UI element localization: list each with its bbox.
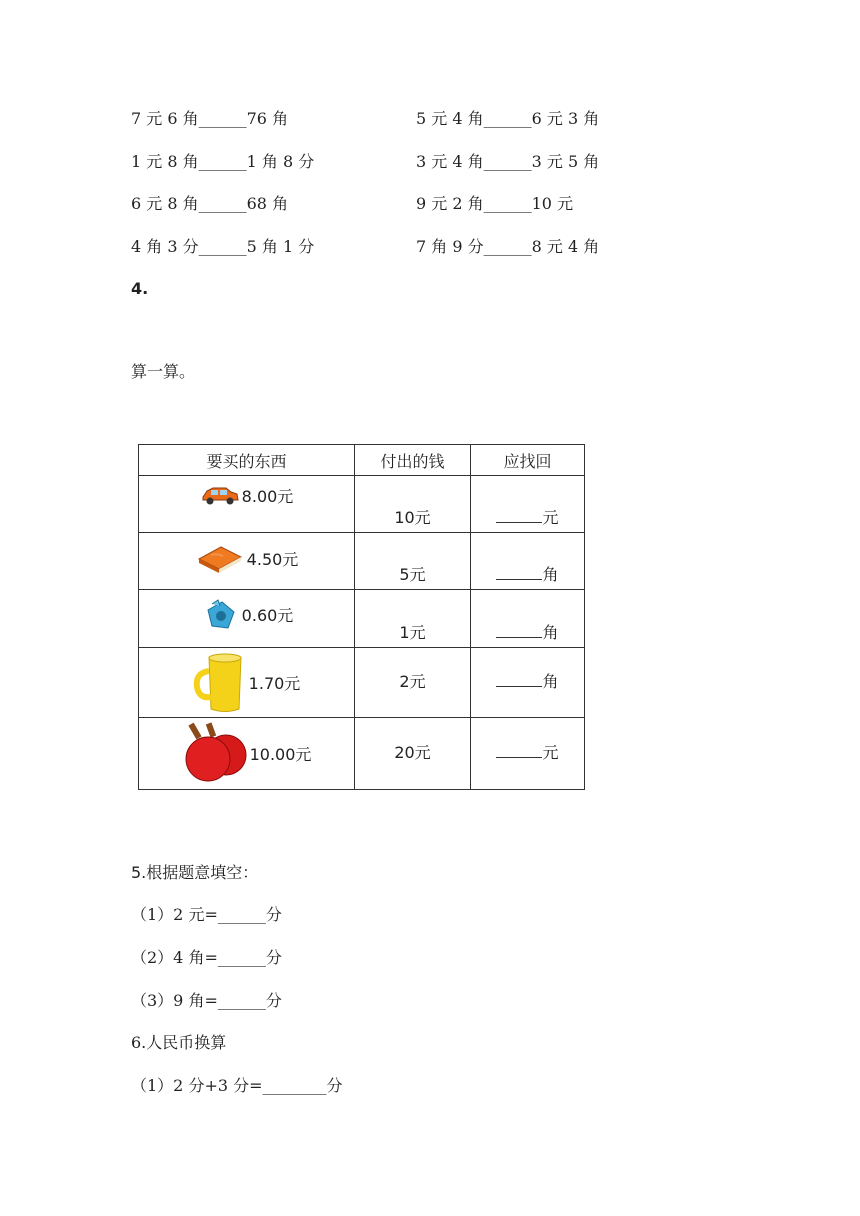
paid-cell: 2元 bbox=[355, 648, 471, 718]
change-unit: 角 bbox=[542, 623, 559, 642]
comparison-3-right: 9 元 2 角______10 元 bbox=[416, 194, 574, 213]
comparison-2-right: 3 元 4 角______3 元 5 角 bbox=[416, 152, 600, 171]
question-4-number: 4. bbox=[131, 279, 149, 298]
item-cell bbox=[139, 476, 355, 533]
change-unit: 角 bbox=[542, 672, 559, 691]
item-price: 1.70元 bbox=[248, 674, 301, 693]
comparison-4-left: 4 角 3 分______5 角 1 分 bbox=[131, 237, 315, 256]
toy-car-icon bbox=[200, 484, 240, 506]
header-paid: 付出的钱 bbox=[355, 445, 471, 476]
table-header-row bbox=[139, 445, 585, 476]
change-cell bbox=[471, 648, 585, 718]
question-6-item-1: （1）2 分+3 分=________分 bbox=[131, 1076, 343, 1095]
table-row bbox=[139, 476, 585, 533]
book-icon bbox=[195, 541, 245, 575]
comparison-3-left: 6 元 8 角______68 角 bbox=[131, 194, 289, 213]
change-cell bbox=[471, 533, 585, 590]
item-price: 8.00元 bbox=[241, 486, 294, 506]
question-5-item-3: （3）9 角=______分 bbox=[131, 991, 282, 1010]
table-row bbox=[139, 718, 585, 790]
change-unit: 元 bbox=[542, 743, 559, 762]
item-cell bbox=[139, 718, 355, 790]
item-cell bbox=[139, 648, 355, 718]
answer-blank[interactable] bbox=[496, 672, 542, 687]
question-6-title: 6.人民币换算 bbox=[131, 1033, 227, 1052]
table-row bbox=[139, 590, 585, 648]
question-5-item-2: （2）4 角=______分 bbox=[131, 948, 282, 967]
item-price: 10.00元 bbox=[249, 745, 312, 764]
change-cell bbox=[471, 718, 585, 790]
header-item: 要买的东西 bbox=[139, 445, 355, 476]
change-unit: 元 bbox=[542, 508, 559, 527]
question-5-item-1: （1）2 元=______分 bbox=[131, 905, 282, 924]
shopping-table bbox=[138, 444, 585, 790]
table-row bbox=[139, 533, 585, 590]
paid-cell: 1元 bbox=[355, 590, 471, 648]
question-4-instruction: 算一算。 bbox=[131, 362, 196, 381]
paid-cell: 5元 bbox=[355, 533, 471, 590]
mug-icon bbox=[193, 651, 247, 715]
item-price: 4.50元 bbox=[246, 549, 299, 569]
answer-blank[interactable] bbox=[496, 508, 542, 523]
change-cell bbox=[471, 476, 585, 533]
change-cell bbox=[471, 590, 585, 648]
header-change: 应找回 bbox=[471, 445, 585, 476]
item-cell bbox=[139, 533, 355, 590]
item-cell bbox=[139, 590, 355, 648]
pencil-sharpener-icon bbox=[200, 596, 240, 634]
comparison-4-right: 7 角 9 分______8 元 4 角 bbox=[416, 237, 600, 256]
ping-pong-paddles-icon bbox=[182, 721, 248, 787]
item-price: 0.60元 bbox=[241, 606, 294, 625]
table-row bbox=[139, 648, 585, 718]
question-5-title: 5.根据题意填空： bbox=[131, 863, 259, 882]
answer-blank[interactable] bbox=[496, 623, 542, 638]
answer-blank[interactable] bbox=[496, 565, 542, 580]
answer-blank[interactable] bbox=[496, 743, 542, 758]
comparison-1-left: 7 元 6 角______76 角 bbox=[131, 109, 289, 128]
paid-cell: 10元 bbox=[355, 476, 471, 533]
paid-cell: 20元 bbox=[355, 718, 471, 790]
change-unit: 角 bbox=[542, 565, 559, 584]
comparison-2-left: 1 元 8 角______1 角 8 分 bbox=[131, 152, 315, 171]
comparison-1-right: 5 元 4 角______6 元 3 角 bbox=[416, 109, 600, 128]
